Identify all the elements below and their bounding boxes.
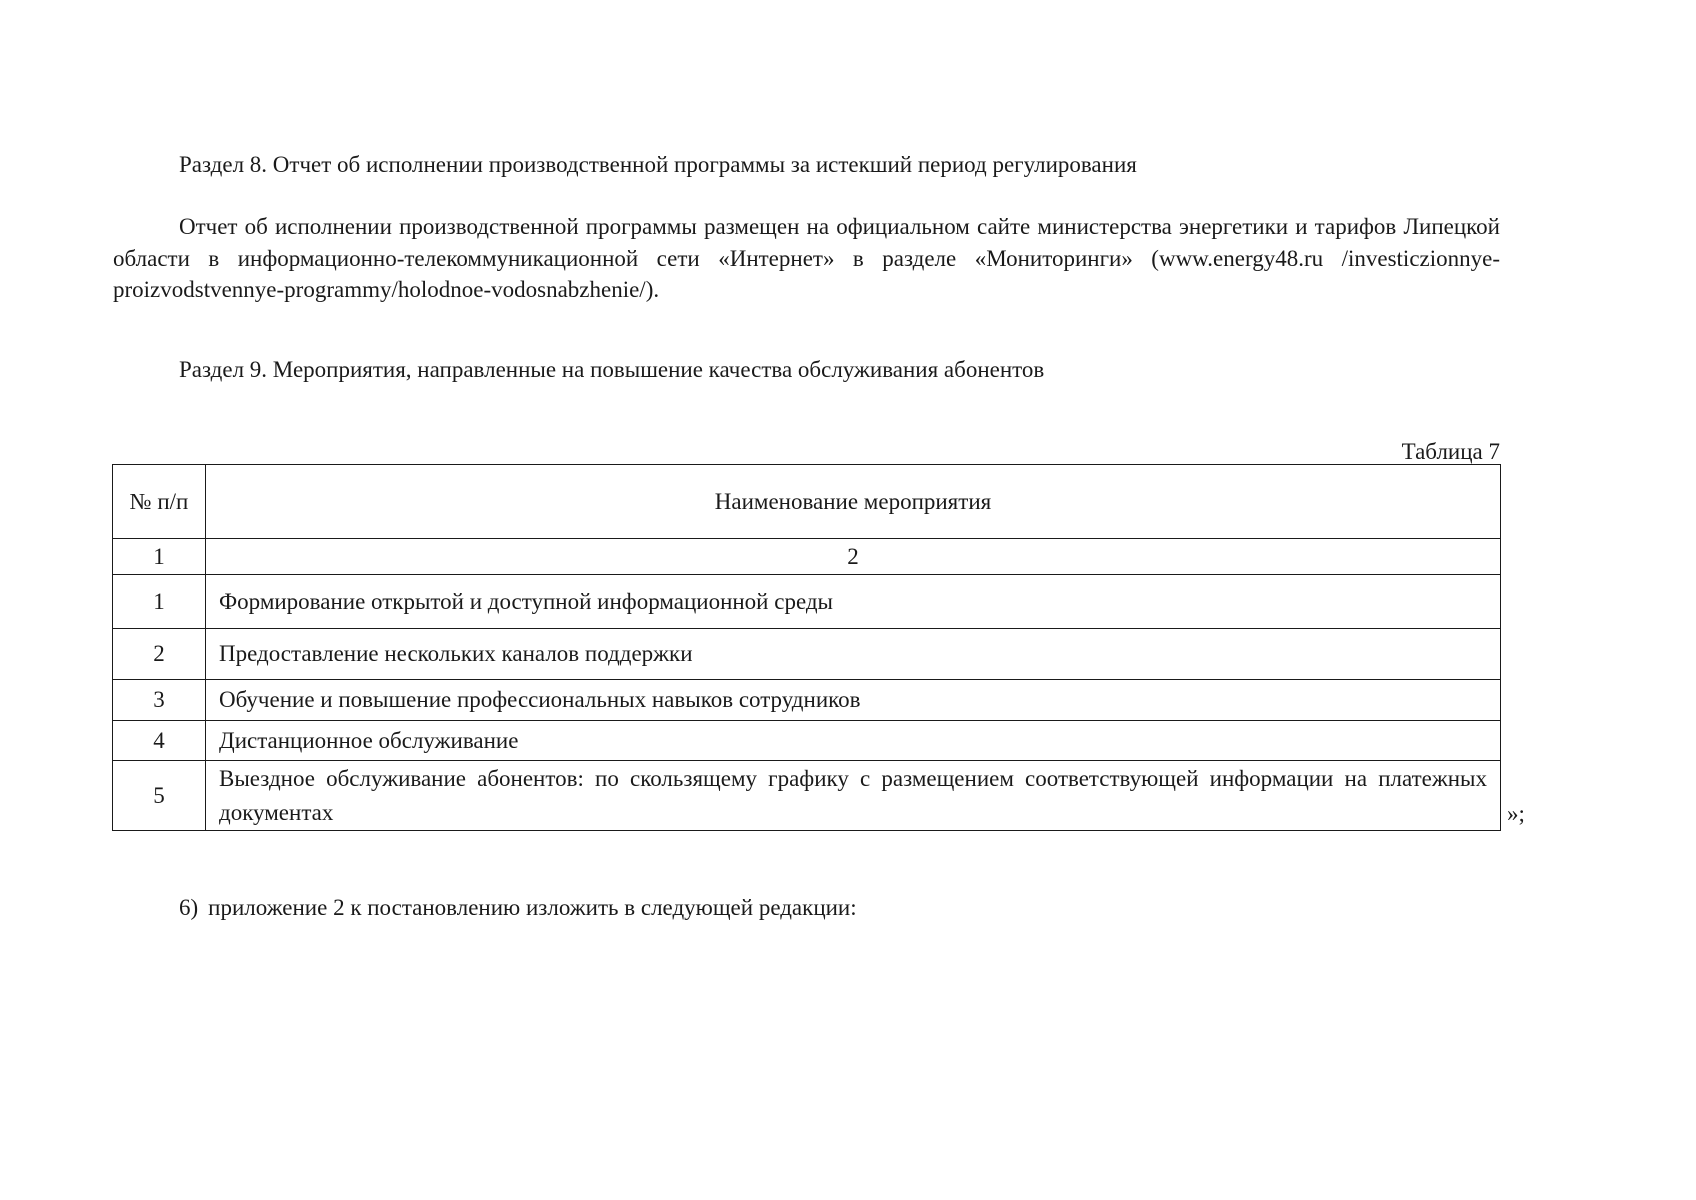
table-caption: Таблица 7 (1401, 439, 1500, 464)
amendment-number: 6) (179, 895, 199, 920)
column-index-row (113, 539, 1501, 575)
amendment-text: приложение 2 к постановлению изложить в следующей редакции: (208, 895, 857, 920)
table-row (113, 575, 1501, 629)
table-row (113, 761, 1501, 831)
section8-paragraph: Отчет об исполнении производственной программы размещен на официальном сайте министерства энергетики и тарифов Липецкой области в информационно-телекоммуникационной сети «Интернет» в разделе «Мониторинги» (www.energy48.ru /investiczionnye-proizvodstvennye-programmy/holodnoe-vodosnabzhenie/). (113, 214, 1500, 302)
row-number: 5 (113, 761, 206, 831)
closing-quote: »; (1507, 801, 1525, 826)
row-name: Обучение и повышение профессиональных навыков сотрудников (206, 680, 1501, 721)
events-table (112, 464, 1501, 831)
row-number: 4 (113, 721, 206, 761)
table-row (113, 721, 1501, 761)
column-index-1: 1 (113, 539, 206, 575)
table-row (113, 680, 1501, 721)
column-index-2: 2 (206, 539, 1501, 575)
row-name: Предоставление нескольких каналов поддержки (206, 629, 1501, 680)
header-name: Наименование мероприятия (206, 465, 1501, 539)
row-name: Выездное обслуживание абонентов: по скользящему графику с размещением соответствующей информации на платежных документах (206, 761, 1501, 831)
section8-heading: Раздел 8. Отчет об исполнении производственной программы за истекший период регулирования (179, 152, 1137, 177)
row-name: Формирование открытой и доступной информационной среды (206, 575, 1501, 629)
row-number: 1 (113, 575, 206, 629)
header-num: № п/п (113, 465, 206, 539)
row-number: 2 (113, 629, 206, 680)
row-name: Дистанционное обслуживание (206, 721, 1501, 761)
table-row (113, 629, 1501, 680)
amendment-item (179, 893, 857, 923)
row-number: 3 (113, 680, 206, 721)
table-header-row (113, 465, 1501, 539)
section9-heading: Раздел 9. Мероприятия, направленные на повышение качества обслуживания абонентов (179, 357, 1045, 382)
